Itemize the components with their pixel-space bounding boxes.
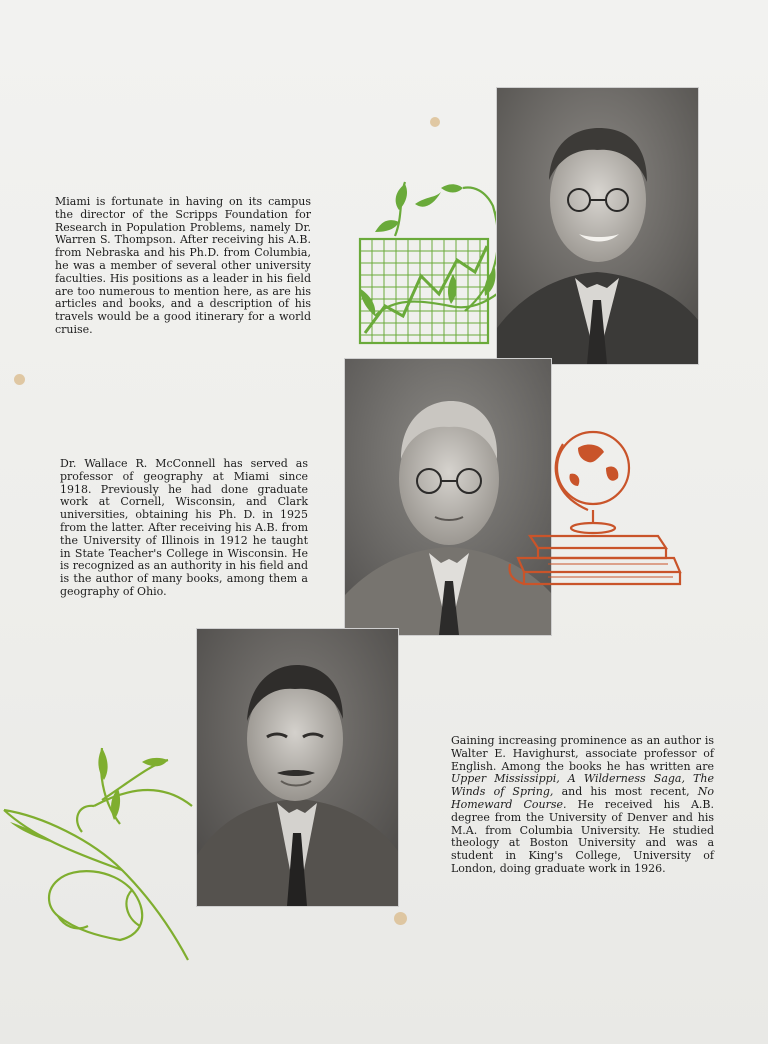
book-titles-1: Upper Mississippi, A Wilderness Saga, The Winds of Spring, (451, 772, 714, 799)
bio-thompson: Miami is fortunate in having on its campus the director of the Scripps Foundation for Research in Population Problems, namely Dr. Warren S. Thompson. After receiving his A.B. from Nebraska and his Ph.D. from Columbia, he was a member of several other university faculties. His positions as a leader in his field are too numerous to mention here, as are his articles and books, and a description of his travels would be a good itinerary for a world cruise. (55, 195, 311, 336)
bio-havighurst-part1: Gaining increasing prominence as an author is Walter E. Havighurst, associate professor of English. Among the books he has written are (451, 734, 714, 773)
portrait-havighurst (197, 629, 398, 906)
bio-mcconnell: Dr. Wallace R. McConnell has served as professor of geography at Miami since 1918. Previously he had done graduate work at Cornell, Wisconsin, and Clark universities, obtaining his Ph. D. in 1925 from the latter. After receiving his A.B. from the University of Illinois in 1912 he taught in State Teacher's College in Wisconsin. He is recognized as an authority in his field and is the author of many books, among them a geography of Ohio. (60, 457, 308, 598)
paper-stain (394, 912, 407, 925)
bio-havighurst (451, 735, 714, 876)
book-title-2: No Homeward Course. (451, 785, 714, 811)
paper-stain (14, 374, 25, 385)
bio-havighurst-part2: and his most recent, (553, 785, 698, 799)
paper-stain (430, 117, 440, 127)
bio-havighurst-part3: He received his A.B. degree from the University of Denver and his M.A. from Columbia University. He studied theology at Boston University and was a student in King's College, University of London, doing graduate work in 1926. (451, 797, 714, 875)
portrait-thompson (497, 88, 698, 364)
globe-on-books-icon (508, 424, 683, 594)
quill-and-scroll-icon (2, 740, 198, 966)
